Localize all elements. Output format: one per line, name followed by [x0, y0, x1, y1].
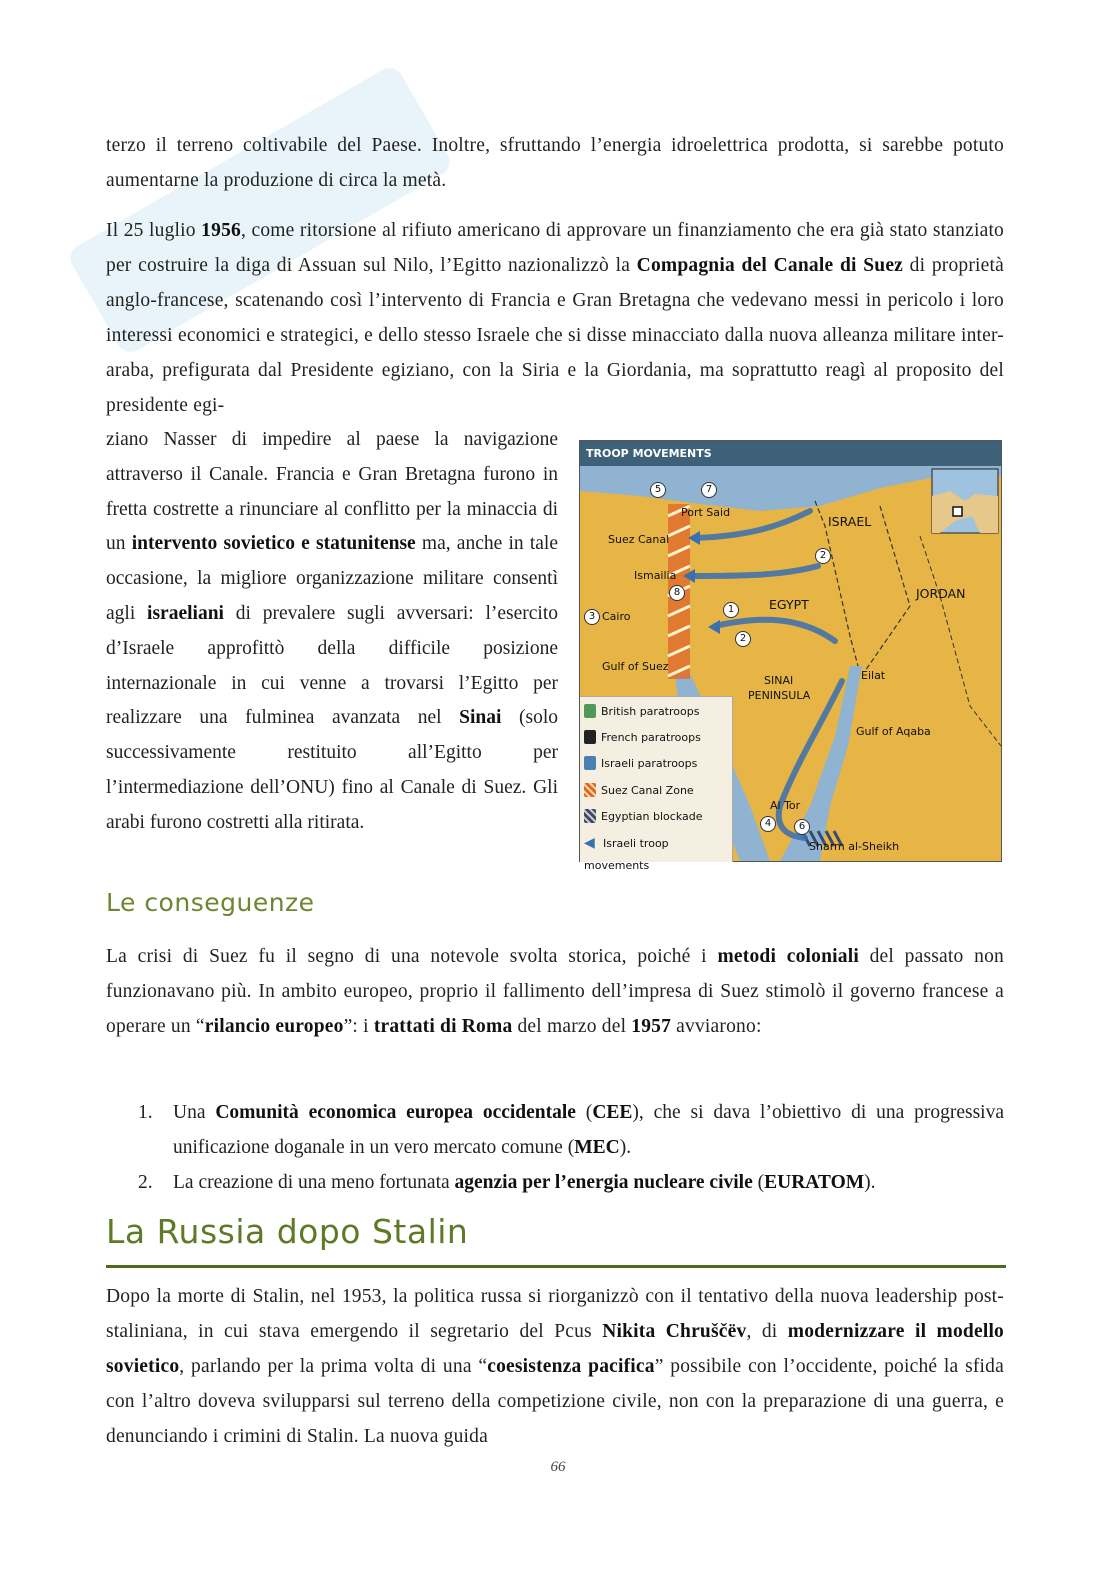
label-israel: ISRAEL — [828, 514, 872, 529]
label-peninsula: PENINSULA — [748, 689, 811, 702]
paragraph-5: Dopo la morte di Stalin, nel 1953, la politica russa si riorganizzò con il tentativo della nuova leadership post-staliniana, in cui stava emergendo il segretario del Pcus Nikita Chruščëv, di modernizzare il modello sovietico, parlando per la prima volta di una “coesistenza pacifica” possibile con l’occidente, poiché la sfida con l’altro doveva svilupparsi sul terreno della competizione civile, non con la preparazione di una guerra, e denunciando i crimini di Stalin. La nuova guida — [106, 1286, 1005, 1447]
heading-consequences: Le conseguenze — [106, 888, 315, 917]
page-number: 66 — [550, 1459, 566, 1475]
egyptian-blockade-icon — [584, 809, 596, 823]
french-paratroops-icon — [584, 730, 596, 744]
badge-8: 8 — [669, 585, 685, 601]
legend-item: ◀ Israeli troop movements — [584, 835, 669, 872]
inset-marker — [953, 507, 962, 516]
badge-7: 7 — [701, 482, 717, 498]
label-al-tor: Al Tor — [770, 799, 801, 812]
label-port-said: Port Said — [681, 506, 731, 519]
heading-divider — [106, 1265, 1006, 1268]
label-jordan: JORDAN — [916, 586, 966, 601]
label-cairo: Cairo — [602, 610, 631, 623]
label-gulf-of-aqaba: Gulf of Aqaba — [856, 725, 931, 738]
label-suez-canal: Suez Canal — [608, 533, 670, 546]
label-gulf-of-suez: Gulf of Suez — [602, 660, 669, 673]
treaty-outcomes-list — [106, 1095, 1004, 1200]
legend-item: British paratroops — [584, 701, 732, 723]
label-egypt: EGYPT — [769, 597, 809, 612]
legend-item: Israeli paratroops — [584, 753, 732, 775]
badge-3: 3 — [584, 609, 600, 625]
british-paratroops-icon — [584, 704, 596, 718]
troop-movements-map — [579, 440, 1002, 872]
paragraph-2: Il 25 luglio 1956, come ritorsione al rifiuto americano di approvare un finanziamento che era già stato stanziato per costruire la diga di Assuan sul Nilo, l’Egitto nazionalizzò la Compagnia del Canale di Suez di proprietà anglo-francese, scatenando così l’intervento di Francia e Gran Bretagna che vedevano messi in pericolo i loro interessi economici e strategici, e dello stesso Israele che si disse minacciato dalla nuova alleanza militare inter-araba, prefigurata dal Presidente egiziano, con la Siria e la Giordania, ma soprattutto reagì al proposito del presidente egi- — [106, 220, 1005, 416]
legend-item: Egyptian blockade — [584, 806, 732, 828]
badge-1: 1 — [723, 602, 739, 618]
legend-item: French paratroops — [584, 727, 732, 749]
map-legend — [580, 696, 733, 872]
heading-russia-after-stalin: La Russia dopo Stalin — [106, 1212, 469, 1251]
label-sharm-al-sheikh: Sharm al-Sheikh — [809, 840, 900, 853]
suez-canal-zone-icon — [584, 783, 596, 797]
badge-6: 6 — [794, 819, 810, 835]
list-item: 2. La creazione di una meno fortunata agenzia per l’energia nucleare civile (EURATOM). — [138, 1172, 876, 1193]
israeli-paratroops-icon — [584, 756, 596, 770]
paragraph-3: ziano Nasser di impedire al paese la navigazione attraverso il Canale. Francia e Gran Bretagna furono in fretta costrette a rinunciare al conflitto per la minaccia di un intervento sovietico e statunitense ma, anche in tale occasione, la migliore organizzazione militare consentì agli israeliani di prevalere sugli avversari: l’esercito d’Israele approfittò della difficile posizione internazionale in cui venne a trovarsi l’Egitto per realizzare una fulminea avanzata nel Sinai (solo successivamente restituito all’Egitto per l’intermediazione dell’ONU) fino al Canale di Suez. Gli arabi furono costretti alla ritirata. — [106, 429, 559, 833]
legend-item: Suez Canal Zone — [584, 780, 732, 802]
badge-5: 5 — [650, 482, 666, 498]
badge-2: 2 — [815, 548, 831, 564]
paragraph-1: terzo il terreno coltivabile del Paese. Inoltre, sfruttando l’energia idroelettrica prodotta, si sarebbe potuto aumentarne la produzione di circa la metà. — [106, 135, 1004, 191]
label-eilat: Eilat — [861, 669, 886, 682]
label-ismailia: Ismailia — [634, 569, 677, 582]
map-title: TROOP MOVEMENTS — [580, 441, 1001, 466]
list-item: 1. Una Comunità economica europea occidentale (CEE), che si dava l’obiettivo di una progressiva unificazione doganale in un vero mercato comune (MEC). — [138, 1102, 1005, 1158]
paragraph-4: La crisi di Suez fu il segno di una notevole svolta storica, poiché i metodi coloniali del passato non funzionavano più. In ambito europeo, proprio il fallimento dell’impresa di Suez stimolò il governo francese a operare un “rilancio europeo”: i trattati di Roma del marzo del 1957 avviarono: — [106, 946, 1004, 1037]
arrow-left-icon: ◀ — [584, 835, 595, 851]
badge-2b: 2 — [735, 631, 751, 647]
badge-4: 4 — [760, 816, 776, 832]
label-sinai: SINAI — [764, 674, 794, 687]
